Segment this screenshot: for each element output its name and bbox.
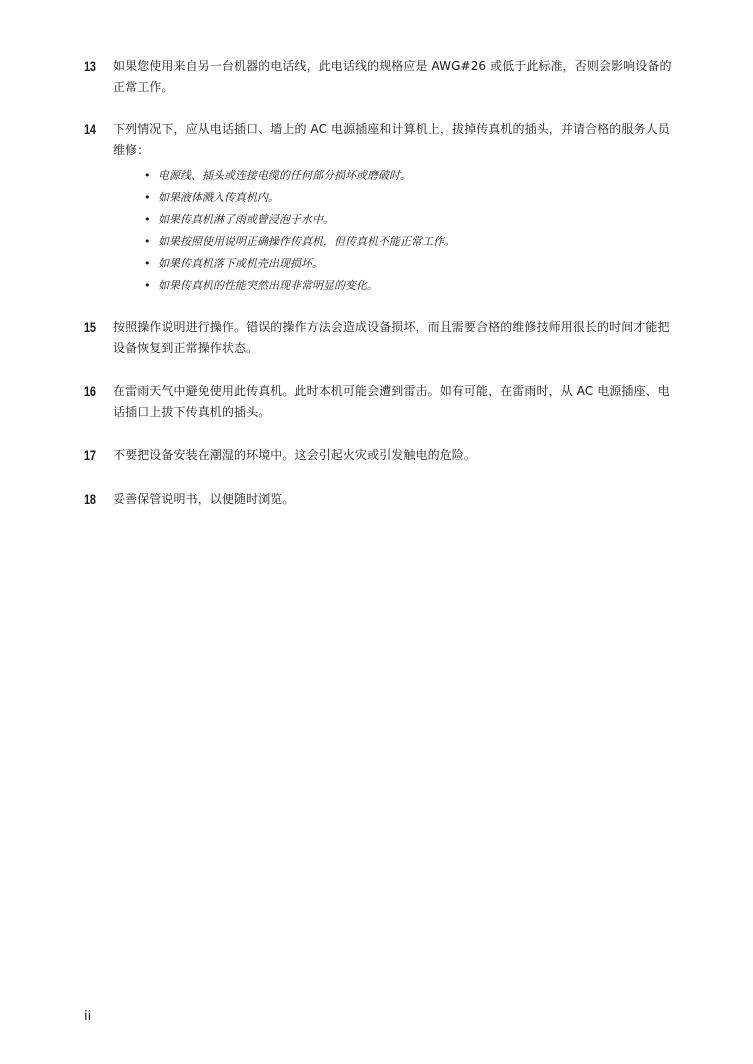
item-text: 不要把设备安装在潮湿的环境中。这会引起火灾或引发触电的危险。: [113, 448, 477, 462]
list-item: • 如果传真机落下或机壳出现损坏。: [144, 253, 455, 275]
list-item: • 如果液体溅入传真机内。: [144, 187, 455, 209]
item-text: 妥善保管说明书，以便随时浏览。: [113, 492, 295, 506]
page-number: ii: [84, 1009, 92, 1024]
list-item: • 如果传真机的性能突然出现非常明显的变化。: [144, 275, 455, 297]
item-number: 15: [84, 319, 96, 335]
item-text: 在雷雨天气中避免使用此传真机。此时本机可能会遭到雷击。如有可能，在雷雨时，从 AC 电源插座、电话插口上拔下传真机的插头。: [113, 384, 670, 419]
item-text: 按照操作说明进行操作。错误的操作方法会造成设备损坏，而且需要合格的维修技师用很长的时间才能把设备恢复到正常操作状态。: [113, 320, 670, 355]
list-item: • 电源线、插头或连接电缆的任何部分损坏或磨破时。: [144, 165, 455, 187]
bullet-list: [144, 165, 455, 297]
item-text: 下列情况下，应从电话插口、墙上的 AC 电源插座和计算机上，拔掉传真机的插头，并请合格的服务人员维修：: [113, 122, 670, 157]
list-item: • 如果按照使用说明正确操作传真机，但传真机不能正常工作。: [144, 231, 455, 253]
item-number: 13: [84, 58, 96, 74]
item-number: 14: [84, 121, 96, 137]
item-text: 如果您使用来自另一台机器的电话线，此电话线的规格应是 AWG#26 或低于此标准，否则会影响设备的正常工作。: [113, 59, 672, 94]
item-number: 18: [84, 491, 96, 507]
item-number: 16: [84, 383, 96, 399]
list-item: • 如果传真机淋了雨或曾浸泡于水中。: [144, 209, 455, 231]
item-number: 17: [84, 447, 96, 463]
